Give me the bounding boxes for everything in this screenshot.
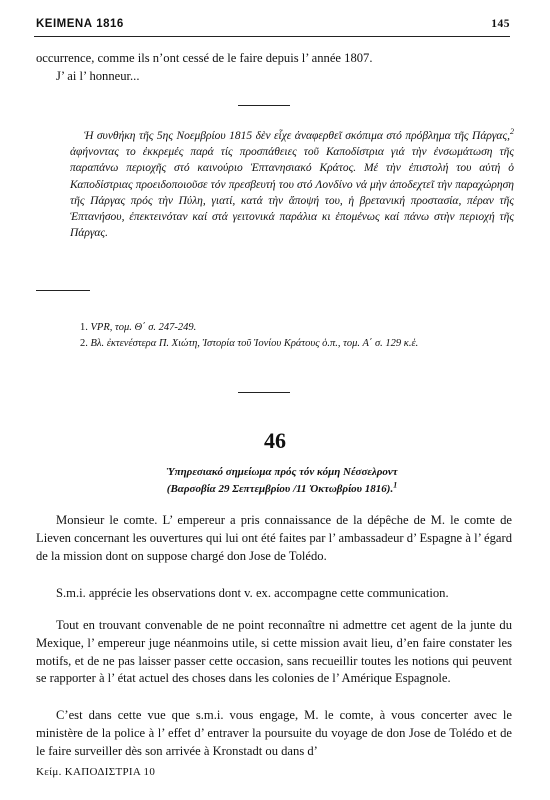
document-title-line2: (Βαρσοβία 29 Σεπτεμβρίου /11 Ὀκτωβρίου 1816).	[166, 483, 394, 495]
footnote-ref-1: 1	[393, 480, 398, 490]
footnote-text: VPR, τομ. Θ΄ σ. 247-249.	[90, 322, 197, 333]
footnote-2	[80, 336, 418, 352]
footnote-ref-2: 2	[510, 127, 514, 137]
signature-footer: Κείμ. ΚΑΠΟΔΙΣΤΡΙΑ 10	[36, 766, 156, 778]
footnote-number: 1.	[80, 322, 88, 333]
footnote-1	[80, 320, 418, 336]
document-number: 46	[264, 428, 286, 453]
footnotes	[80, 320, 418, 352]
document-title-line1: Ὑπηρεσιακό σημείωμα πρός τόν κόμη Νέσσελροντ	[166, 466, 398, 478]
footnote-divider	[36, 290, 90, 291]
top-paragraph-line1: occurrence, comme ils n’ont cessé de le faire depuis l’ année 1807.	[36, 51, 373, 65]
footnote-text: Βλ. ἐκτενέστερα Π. Χιώτη, Ἱστορία τοῦ Ἰονίου Κράτους ὁ.π., τομ. Α΄ σ. 129 κ.ἑ.	[90, 338, 419, 349]
section-divider	[238, 105, 290, 106]
greek-commentary-text	[70, 128, 514, 241]
footnote-number: 2.	[80, 338, 88, 349]
greek-text-a: Ἡ συνθήκη τῆς 5ης Νοεμβρίου 1815 δὲν εἶχε ἀναφερθεῖ σκόπιμα στό πρόβλημα τῆς Πάργας,	[84, 130, 510, 142]
body-paragraph-4: C’est dans cette vue que s.m.i. vous engage, M. le comte, à vous concerter avec le ministère de la police à l’ effet d’ entraver la poursuite du voyage de don Jose de Tolédo et de le faire surveiller dès son arrivée à Kronstadt ou dans d’	[36, 708, 512, 758]
header-title: ΚΕΙΜΕΝΑ 1816	[36, 18, 124, 30]
running-header	[36, 18, 510, 34]
document-title	[50, 464, 514, 498]
body-paragraph-3: Tout en trouvant convenable de ne point reconnaître ni admettre cet agent de la junte du Mexique, l’ empereur juge néanmoins utile, si cette mission avait lieu, d’en faire constater les motifs, et de ne pas laisser passer cette occasion, sans recueillir toutes les notions qui peuvent se rapporter à l’ état actuel des choses dans les colonies de l’ Amérique Espagnole.	[36, 618, 512, 686]
body-paragraph-2: S.m.i. apprécie les observations dont v. ex. accompagne cette communication.	[56, 586, 449, 600]
section-divider	[238, 392, 290, 393]
greek-text-b: ἀφήνοντας το ἐκκρεμές παρά τίς προσπάθειες τοῦ Καποδίστρια γιά τὴν ἐνσωμάτωση τῆς παραπάνω περιοχῆς στό καινούριο Ἑπτανησιακό Κράτος. Μέ τὴν ἐπιστολή του αὐτή ὁ Καποδίστριας προειδοποιοῦσε τόν πρεσβευτή του στό Λονδίνο νά μὴν ἀποδεχτεῖ τὴν παραχώρηση τῆς Πάργας πρός τὴν Πύλη, γιατί, κατά τὴν ἄποψή του, ἡ βρετανική προστασία, πέραν τῆς Ἑπτανήσου, ἐπεκτεινόταν καί στά γειτονικά παράλια κι ἑπομένως καί πάνω στὴν περιοχή τῆς Πάργας.	[70, 146, 514, 240]
page-number: 145	[491, 18, 510, 30]
body-paragraph-1: Monsieur le comte. L’ empereur a pris connaissance de la dépêche de M. le comte de Lieven concernant les ouvertures qui lui ont été faites par l’ ambassadeur d’ Espagne à l’ égard de la mission dont on suppose chargé don Jose de Tolédo.	[36, 513, 512, 563]
header-rule	[34, 36, 510, 37]
greek-commentary	[70, 128, 514, 241]
top-paragraph-line2: J’ ai l’ honneur...	[56, 69, 140, 83]
